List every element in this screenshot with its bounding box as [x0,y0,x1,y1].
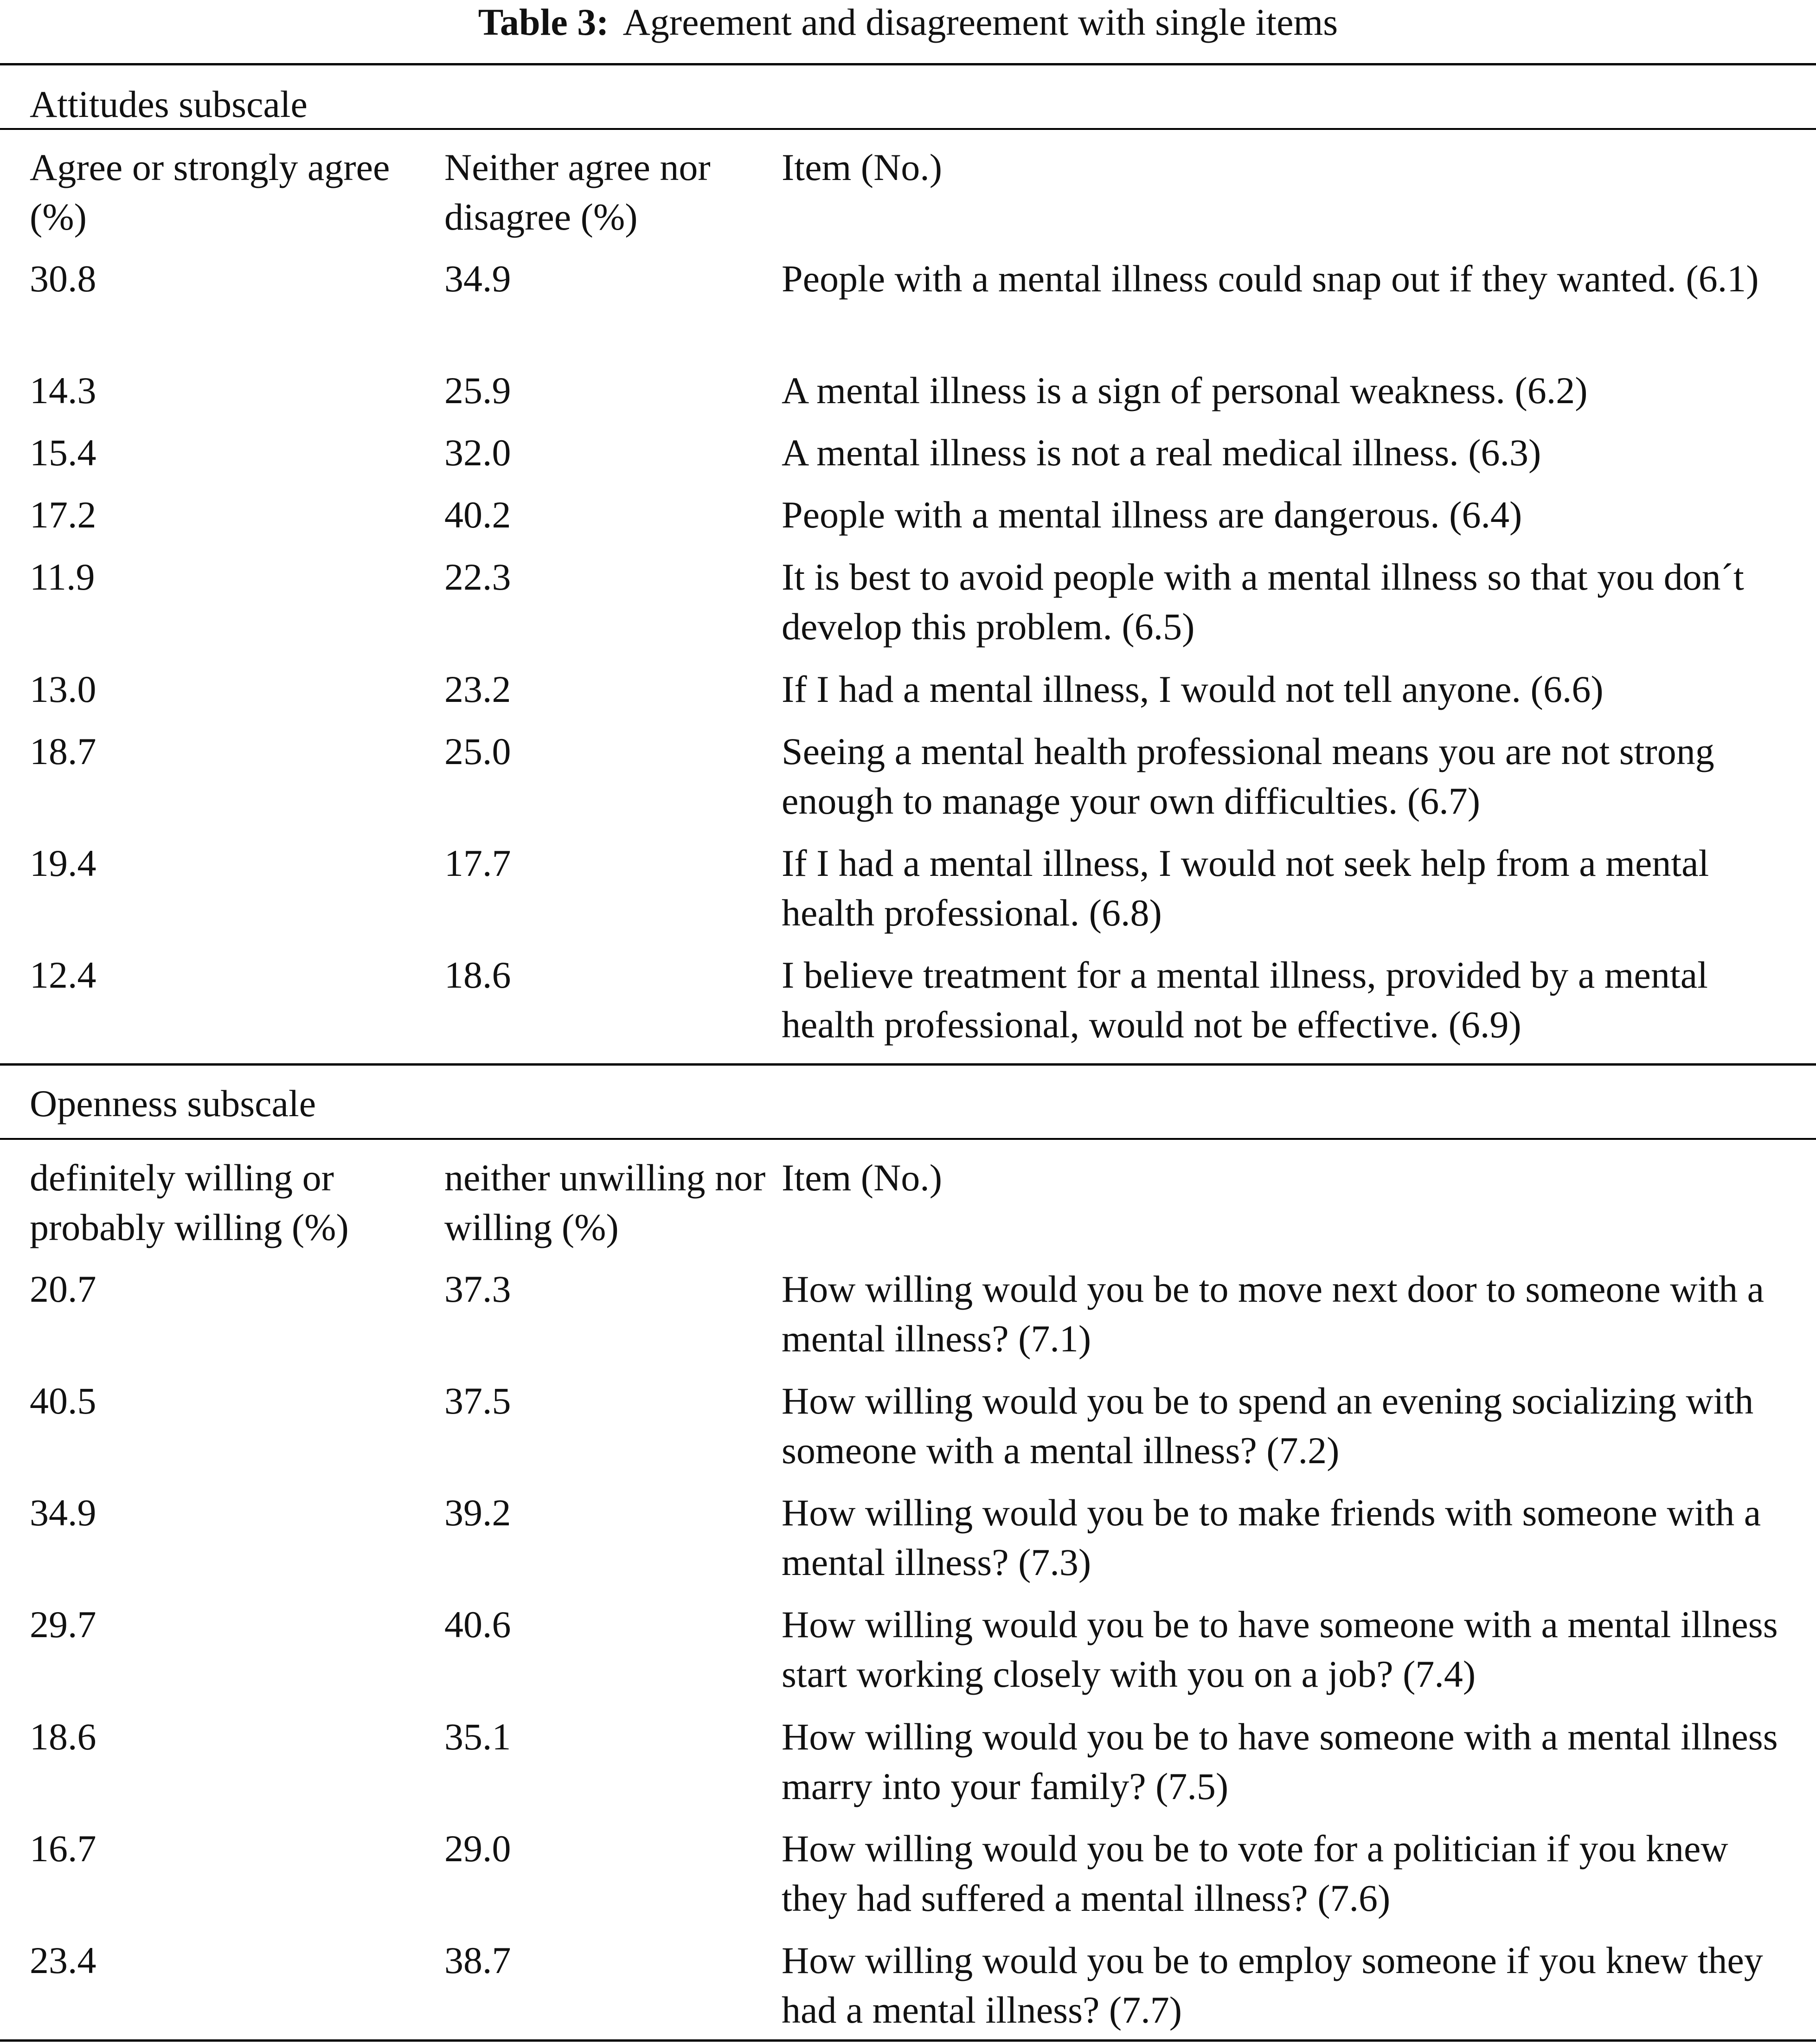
neither-value: 37.5 [444,1380,511,1422]
header-item: Item (No.) [782,1157,943,1199]
item-text: It is best to avoid people with a mental illness so that you don´t develop this problem. (6.5) [782,556,1744,648]
neither-value: 23.2 [444,668,511,710]
item-text: How willing would you be to make friends with someone with a mental illness? (7.3) [782,1491,1761,1583]
neither-value: 40.2 [444,494,511,536]
item-text: How willing would you be to spend an evening socializing with someone with a mental illness? (7.2) [782,1380,1754,1472]
header-neither-willing: neither unwilling nor willing (%) [444,1157,766,1248]
header-item: Item (No.) [782,146,943,188]
agree-value: 17.2 [30,494,96,536]
item-text: How willing would you be to move next door to someone with a mental illness? (7.1) [782,1268,1765,1360]
item-text: How willing would you be to have someone with a mental illness start working closely with you on a job? (7.4) [782,1603,1778,1695]
item-text: How willing would you be to vote for a politician if you knew they had suffered a mental illness? (7.6) [782,1827,1728,1919]
neither-value: 37.3 [444,1268,511,1310]
item-text: How willing would you be to have someone with a mental illness marry into your family? (7.5) [782,1716,1778,1807]
willing-value: 16.7 [30,1827,96,1870]
willing-value: 29.7 [30,1603,96,1645]
agree-value: 19.4 [30,842,96,884]
willing-value: 18.6 [30,1716,96,1758]
neither-value: 22.3 [444,556,511,598]
neither-value: 29.0 [444,1827,511,1870]
neither-value: 18.6 [444,954,511,996]
neither-value: 17.7 [444,842,511,884]
agree-value: 11.9 [30,556,95,598]
top-rule [0,63,1816,65]
section-rule-attitudes [0,128,1816,130]
section-title-attitudes: Attitudes subscale [30,83,308,125]
bottom-rule [0,2039,1816,2042]
agree-value: 30.8 [30,257,96,300]
item-text: A mental illness is not a real medical illness. (6.3) [782,431,1541,474]
neither-value: 40.6 [444,1603,511,1645]
item-text: If I had a mental illness, I would not tell anyone. (6.6) [782,668,1604,710]
neither-value: 25.9 [444,369,511,411]
agree-value: 13.0 [30,668,96,710]
agree-value: 15.4 [30,431,96,474]
agree-value: 12.4 [30,954,96,996]
neither-value: 38.7 [444,1939,511,1981]
neither-value: 39.2 [444,1491,511,1534]
table-caption-label: Table 3: [478,1,609,43]
section-title-openness: Openness subscale [30,1082,316,1125]
neither-value: 34.9 [444,257,511,300]
item-text: A mental illness is a sign of personal weakness. (6.2) [782,369,1588,411]
item-text: Seeing a mental health professional means you are not strong enough to manage your own difficulties. (6.7) [782,730,1714,822]
header-neither-agree: Neither agree nor disagree (%) [444,146,711,238]
item-text: People with a mental illness could snap out if they wanted. (6.1) [782,257,1759,300]
willing-value: 20.7 [30,1268,96,1310]
section-rule-openness [0,1138,1816,1140]
table-caption-text: Agreement and disagreement with single items [622,1,1338,43]
agree-value: 14.3 [30,369,96,411]
header-willing: definitely willing or probably willing (%) [30,1157,349,1248]
item-text: If I had a mental illness, I would not seek help from a mental health professional. (6.8) [782,842,1709,934]
header-agree: Agree or strongly agree (%) [30,146,390,238]
section-divider-rule [0,1063,1816,1066]
neither-value: 35.1 [444,1716,511,1758]
agree-value: 18.7 [30,730,96,772]
willing-value: 34.9 [30,1491,96,1534]
item-text: How willing would you be to employ someone if you knew they had a mental illness? (7.7) [782,1939,1763,2031]
willing-value: 40.5 [30,1380,96,1422]
neither-value: 25.0 [444,730,511,772]
item-text: I believe treatment for a mental illness, provided by a mental health professional, would not be effective. (6.9) [782,954,1708,1046]
willing-value: 23.4 [30,1939,96,1981]
table-caption [0,0,1816,46]
neither-value: 32.0 [444,431,511,474]
item-text: People with a mental illness are dangerous. (6.4) [782,494,1522,536]
